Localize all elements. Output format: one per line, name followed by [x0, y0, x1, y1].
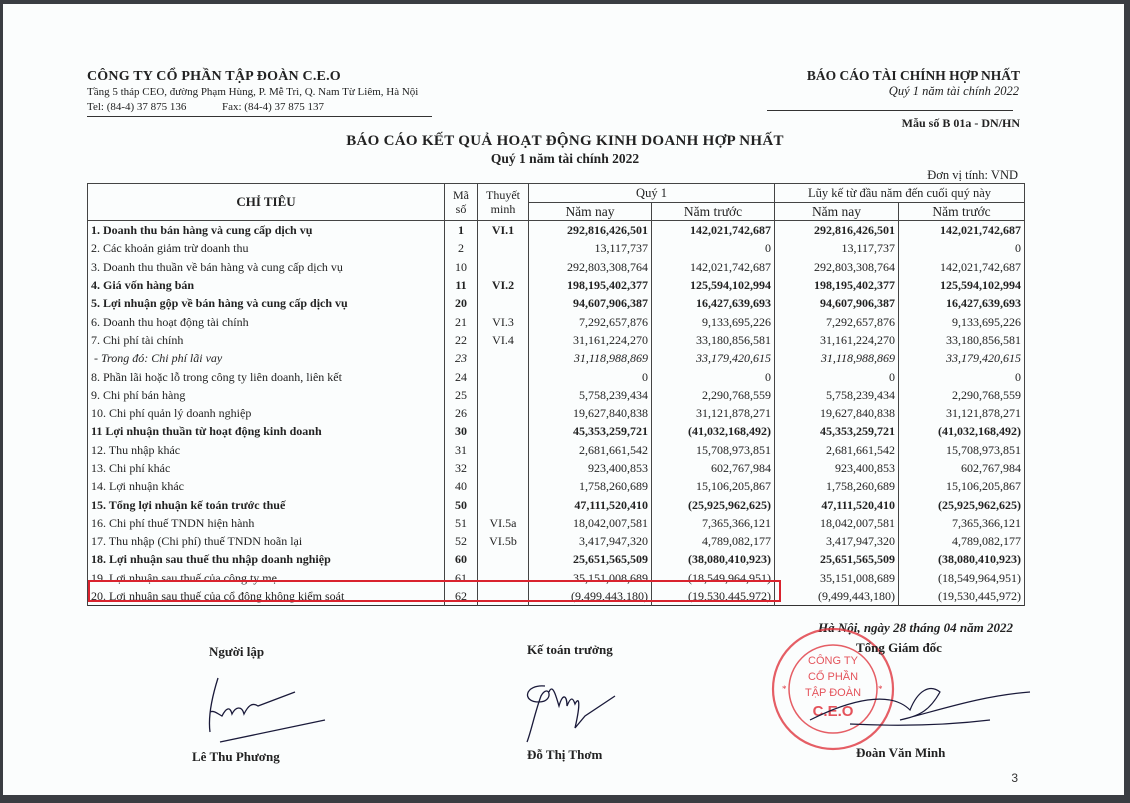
table-row	[88, 349, 1025, 367]
row-ytd-this-year: 1,758,260,689	[775, 477, 899, 495]
ceo-signature	[790, 680, 1040, 730]
svg-text:*: *	[782, 684, 787, 694]
row-code: 1	[445, 221, 478, 240]
row-quarter-last-year: 142,021,742,687	[652, 258, 775, 276]
row-indicator: 20. Lợi nhuận sau thuế của cổ đông không kiểm soát	[88, 587, 445, 606]
row-quarter-this-year: 31,118,988,869	[529, 349, 652, 367]
row-indicator: 7. Chi phí tài chính	[88, 331, 445, 349]
company-fax: Fax: (84-4) 37 875 137	[222, 101, 325, 113]
row-quarter-last-year: 33,179,420,615	[652, 349, 775, 367]
table-row	[88, 294, 1025, 312]
row-note	[478, 349, 529, 367]
table-row	[88, 404, 1025, 422]
report-subtitle: Quý 1 năm tài chính 2022	[490, 151, 640, 166]
row-ytd-this-year: 47,111,520,410	[775, 495, 899, 513]
row-ytd-last-year: 0	[899, 239, 1025, 257]
row-ytd-this-year: 292,803,308,764	[775, 258, 899, 276]
row-indicator: 17. Thu nhập (Chi phí) thuế TNDN hoãn lại	[88, 532, 445, 550]
row-note	[478, 441, 529, 459]
svg-text:*: *	[878, 684, 883, 694]
row-indicator: 14. Lợi nhuận khác	[88, 477, 445, 495]
report-title: BÁO CÁO KẾT QUẢ HOẠT ĐỘNG KINH DOANH HỢP NHẤT	[346, 133, 784, 149]
row-quarter-last-year: 602,767,984	[652, 459, 775, 477]
row-ytd-this-year: 25,651,565,509	[775, 550, 899, 568]
row-quarter-this-year: 1,758,260,689	[529, 477, 652, 495]
row-quarter-this-year: 198,195,402,377	[529, 276, 652, 294]
row-indicator: 12. Thu nhập khác	[88, 441, 445, 459]
row-indicator: 15. Tổng lợi nhuận kế toán trước thuế	[88, 495, 445, 513]
row-ytd-last-year: 125,594,102,994	[899, 276, 1025, 294]
row-ytd-last-year: (38,080,410,923)	[899, 550, 1025, 568]
row-note: VI.1	[478, 221, 529, 240]
row-note: VI.2	[478, 276, 529, 294]
header-quarter-group: Quý 1	[529, 184, 775, 203]
row-ytd-last-year: 33,180,856,581	[899, 331, 1025, 349]
row-quarter-this-year: 2,681,661,542	[529, 441, 652, 459]
table-row	[88, 532, 1025, 550]
row-ytd-last-year: 31,121,878,271	[899, 404, 1025, 422]
row-quarter-last-year: 4,789,082,177	[652, 532, 775, 550]
row-note	[478, 367, 529, 385]
table-row	[88, 422, 1025, 440]
header-note: Thuyết minh	[478, 184, 529, 221]
row-indicator: 9. Chi phí bán hàng	[88, 386, 445, 404]
row-quarter-last-year: 31,121,878,271	[652, 404, 775, 422]
row-note	[478, 386, 529, 404]
row-ytd-this-year: 19,627,840,838	[775, 404, 899, 422]
row-quarter-last-year: (25,925,962,625)	[652, 495, 775, 513]
row-quarter-this-year: 0	[529, 367, 652, 385]
table-row	[88, 276, 1025, 294]
row-ytd-last-year: 15,106,205,867	[899, 477, 1025, 495]
row-ytd-last-year: 33,179,420,615	[899, 349, 1025, 367]
row-code: 61	[445, 569, 478, 587]
row-quarter-last-year: (19,530,445,972)	[652, 587, 775, 606]
row-quarter-this-year: 25,651,565,509	[529, 550, 652, 568]
row-ytd-this-year: 35,151,008,689	[775, 569, 899, 587]
row-ytd-this-year: 5,758,239,434	[775, 386, 899, 404]
row-indicator: 5. Lợi nhuận gộp về bán hàng và cung cấp dịch vụ	[88, 294, 445, 312]
row-code: 21	[445, 312, 478, 330]
table-row	[88, 239, 1025, 257]
row-ytd-this-year: 13,117,737	[775, 239, 899, 257]
row-note: VI.5a	[478, 514, 529, 532]
row-code: 60	[445, 550, 478, 568]
row-ytd-last-year: 4,789,082,177	[899, 532, 1025, 550]
row-note	[478, 258, 529, 276]
row-quarter-last-year: 16,427,639,693	[652, 294, 775, 312]
row-quarter-last-year: 125,594,102,994	[652, 276, 775, 294]
row-quarter-this-year: 45,353,259,721	[529, 422, 652, 440]
table-row	[88, 221, 1025, 240]
svg-text:TẬP ĐOÀN: TẬP ĐOÀN	[804, 687, 862, 699]
form-code: Mẫu số B 01a - DN/HN	[901, 116, 1020, 130]
row-ytd-this-year: 31,161,224,270	[775, 331, 899, 349]
row-note	[478, 404, 529, 422]
header-ytd-group: Lũy kế từ đầu năm đến cuối quý này	[775, 184, 1025, 203]
row-ytd-this-year: 7,292,657,876	[775, 312, 899, 330]
header-quarter-this-year: Năm nay	[529, 203, 652, 221]
row-quarter-last-year: (41,032,168,492)	[652, 422, 775, 440]
row-note	[478, 477, 529, 495]
row-note: VI.3	[478, 312, 529, 330]
row-indicator: 19. Lợi nhuận sau thuế của công ty mẹ	[88, 569, 445, 587]
table-row	[88, 312, 1025, 330]
preparer-name: Lê Thu Phương	[192, 749, 280, 764]
row-quarter-last-year: 2,290,768,559	[652, 386, 775, 404]
table-row	[88, 477, 1025, 495]
row-quarter-last-year: 7,365,366,121	[652, 514, 775, 532]
report-period: Quý 1 năm tài chính 2022	[888, 84, 1019, 98]
company-name: CÔNG TY CỔ PHẦN TẬP ĐOÀN C.E.O	[87, 69, 341, 84]
header-ytd-last-year: Năm trước	[899, 203, 1025, 221]
table-row	[88, 514, 1025, 532]
ceo-title: Tổng Giám đốc	[856, 640, 942, 655]
row-quarter-this-year: 292,803,308,764	[529, 258, 652, 276]
row-code: 2	[445, 239, 478, 257]
row-note	[478, 459, 529, 477]
svg-text:C.E.O: C.E.O	[812, 703, 854, 720]
row-code: 26	[445, 404, 478, 422]
row-note	[478, 294, 529, 312]
row-code: 32	[445, 459, 478, 477]
table-row	[88, 459, 1025, 477]
row-quarter-this-year: 3,417,947,320	[529, 532, 652, 550]
row-indicator: 16. Chi phí thuế TNDN hiện hành	[88, 514, 445, 532]
row-ytd-this-year: 198,195,402,377	[775, 276, 899, 294]
row-code: 30	[445, 422, 478, 440]
table-row	[88, 495, 1025, 513]
table-row	[88, 367, 1025, 385]
svg-text:CỔ PHẦN: CỔ PHẦN	[807, 671, 859, 683]
sign-date: Hà Nội, ngày 28 tháng 04 năm 2022	[817, 620, 1013, 635]
row-ytd-this-year: (9,499,443,180)	[775, 587, 899, 606]
header-quarter-last-year: Năm trước	[652, 203, 775, 221]
row-ytd-last-year: (25,925,962,625)	[899, 495, 1025, 513]
row-code: 51	[445, 514, 478, 532]
chief-accountant-signature	[515, 672, 675, 752]
row-code: 52	[445, 532, 478, 550]
header-divider-right	[767, 110, 1013, 111]
row-indicator: 10. Chi phí quản lý doanh nghiệp	[88, 404, 445, 422]
row-ytd-last-year: 7,365,366,121	[899, 514, 1025, 532]
row-note: VI.5b	[478, 532, 529, 550]
ceo-name: Đoàn Văn Minh	[856, 745, 946, 760]
row-ytd-this-year: 2,681,661,542	[775, 441, 899, 459]
svg-text:CÔNG TY: CÔNG TY	[808, 655, 858, 667]
row-code: 24	[445, 367, 478, 385]
preparer-title: Người lập	[209, 644, 265, 659]
row-ytd-this-year: 45,353,259,721	[775, 422, 899, 440]
row-ytd-this-year: 923,400,853	[775, 459, 899, 477]
row-ytd-last-year: (41,032,168,492)	[899, 422, 1025, 440]
row-quarter-this-year: 7,292,657,876	[529, 312, 652, 330]
row-ytd-last-year: 0	[899, 367, 1025, 385]
row-ytd-this-year: 3,417,947,320	[775, 532, 899, 550]
row-quarter-this-year: (9,499,443,180)	[529, 587, 652, 606]
row-quarter-this-year: 47,111,520,410	[529, 495, 652, 513]
row-code: 11	[445, 276, 478, 294]
row-quarter-last-year: 15,708,973,851	[652, 441, 775, 459]
row-quarter-this-year: 31,161,224,270	[529, 331, 652, 349]
row-ytd-this-year: 292,816,426,501	[775, 221, 899, 240]
company-address: Tầng 5 tháp CEO, đường Phạm Hùng, P. Mễ Trì, Q. Nam Từ Liêm, Hà Nội	[87, 86, 419, 98]
row-indicator: 6. Doanh thu hoạt động tài chính	[88, 312, 445, 330]
row-ytd-last-year: 2,290,768,559	[899, 386, 1025, 404]
row-ytd-last-year: 602,767,984	[899, 459, 1025, 477]
table-row	[88, 441, 1025, 459]
header-code: Mã số	[445, 184, 478, 221]
row-ytd-last-year: (18,549,964,951)	[899, 569, 1025, 587]
row-code: 62	[445, 587, 478, 606]
page-number: 3	[1011, 771, 1018, 785]
row-indicator: 18. Lợi nhuận sau thuế thu nhập doanh nghiệp	[88, 550, 445, 568]
table-row	[88, 331, 1025, 349]
row-indicator: 4. Giá vốn hàng bán	[88, 276, 445, 294]
row-ytd-last-year: 142,021,742,687	[899, 221, 1025, 240]
row-indicator: 3. Doanh thu thuần về bán hàng và cung cấp dịch vụ	[88, 258, 445, 276]
row-quarter-this-year: 5,758,239,434	[529, 386, 652, 404]
row-quarter-this-year: 13,117,737	[529, 239, 652, 257]
row-quarter-last-year: 142,021,742,687	[652, 221, 775, 240]
row-ytd-last-year: 142,021,742,687	[899, 258, 1025, 276]
row-ytd-this-year: 18,042,007,581	[775, 514, 899, 532]
row-ytd-last-year: 16,427,639,693	[899, 294, 1025, 312]
row-code: 50	[445, 495, 478, 513]
table-row	[88, 550, 1025, 568]
row-quarter-last-year: 0	[652, 239, 775, 257]
header-divider-left	[87, 116, 432, 117]
row-quarter-this-year: 35,151,008,689	[529, 569, 652, 587]
row-quarter-last-year: 0	[652, 367, 775, 385]
row-ytd-last-year: (19,530,445,972)	[899, 587, 1025, 606]
currency-unit: Đơn vị tính: VND	[927, 168, 1018, 182]
report-type: BÁO CÁO TÀI CHÍNH HỢP NHẤT	[806, 68, 1020, 83]
row-indicator: 1. Doanh thu bán hàng và cung cấp dịch vụ	[88, 221, 445, 240]
row-code: 40	[445, 477, 478, 495]
row-code: 25	[445, 386, 478, 404]
chief-accountant-title: Kế toán trưởng	[527, 642, 613, 657]
row-ytd-this-year: 0	[775, 367, 899, 385]
chief-accountant-name: Đỗ Thị Thơm	[527, 747, 603, 762]
row-quarter-this-year: 94,607,906,387	[529, 294, 652, 312]
row-code: 31	[445, 441, 478, 459]
row-note	[478, 495, 529, 513]
row-quarter-this-year: 923,400,853	[529, 459, 652, 477]
row-indicator: - Trong đó: Chi phí lãi vay	[88, 349, 445, 367]
header-ytd-this-year: Năm nay	[775, 203, 899, 221]
row-quarter-last-year: 9,133,695,226	[652, 312, 775, 330]
row-quarter-last-year: (18,549,964,951)	[652, 569, 775, 587]
preparer-signature	[200, 672, 340, 752]
row-ytd-this-year: 94,607,906,387	[775, 294, 899, 312]
income-statement-table	[87, 183, 1025, 606]
row-ytd-last-year: 9,133,695,226	[899, 312, 1025, 330]
row-ytd-this-year: 31,118,988,869	[775, 349, 899, 367]
row-code: 22	[445, 331, 478, 349]
row-quarter-this-year: 18,042,007,581	[529, 514, 652, 532]
row-indicator: 13. Chi phí khác	[88, 459, 445, 477]
row-indicator: 2. Các khoản giảm trừ doanh thu	[88, 239, 445, 257]
row-indicator: 11 Lợi nhuận thuần từ hoạt động kinh doanh	[88, 422, 445, 440]
row-quarter-this-year: 19,627,840,838	[529, 404, 652, 422]
table-row	[88, 386, 1025, 404]
row-note	[478, 422, 529, 440]
row-code: 10	[445, 258, 478, 276]
row-quarter-last-year: 15,106,205,867	[652, 477, 775, 495]
row-note	[478, 239, 529, 257]
row-ytd-last-year: 15,708,973,851	[899, 441, 1025, 459]
row-code: 23	[445, 349, 478, 367]
row-indicator: 8. Phần lãi hoặc lỗ trong công ty liên doanh, liên kết	[88, 367, 445, 385]
row-note: VI.4	[478, 331, 529, 349]
row-note	[478, 550, 529, 568]
header-indicator: CHỈ TIÊU	[88, 184, 445, 221]
row-quarter-last-year: 33,180,856,581	[652, 331, 775, 349]
highlight-box-parent-profit	[88, 580, 781, 602]
table-row	[88, 258, 1025, 276]
row-code: 20	[445, 294, 478, 312]
company-tel: Tel: (84-4) 37 875 136	[87, 101, 187, 113]
row-quarter-last-year: (38,080,410,923)	[652, 550, 775, 568]
row-quarter-this-year: 292,816,426,501	[529, 221, 652, 240]
